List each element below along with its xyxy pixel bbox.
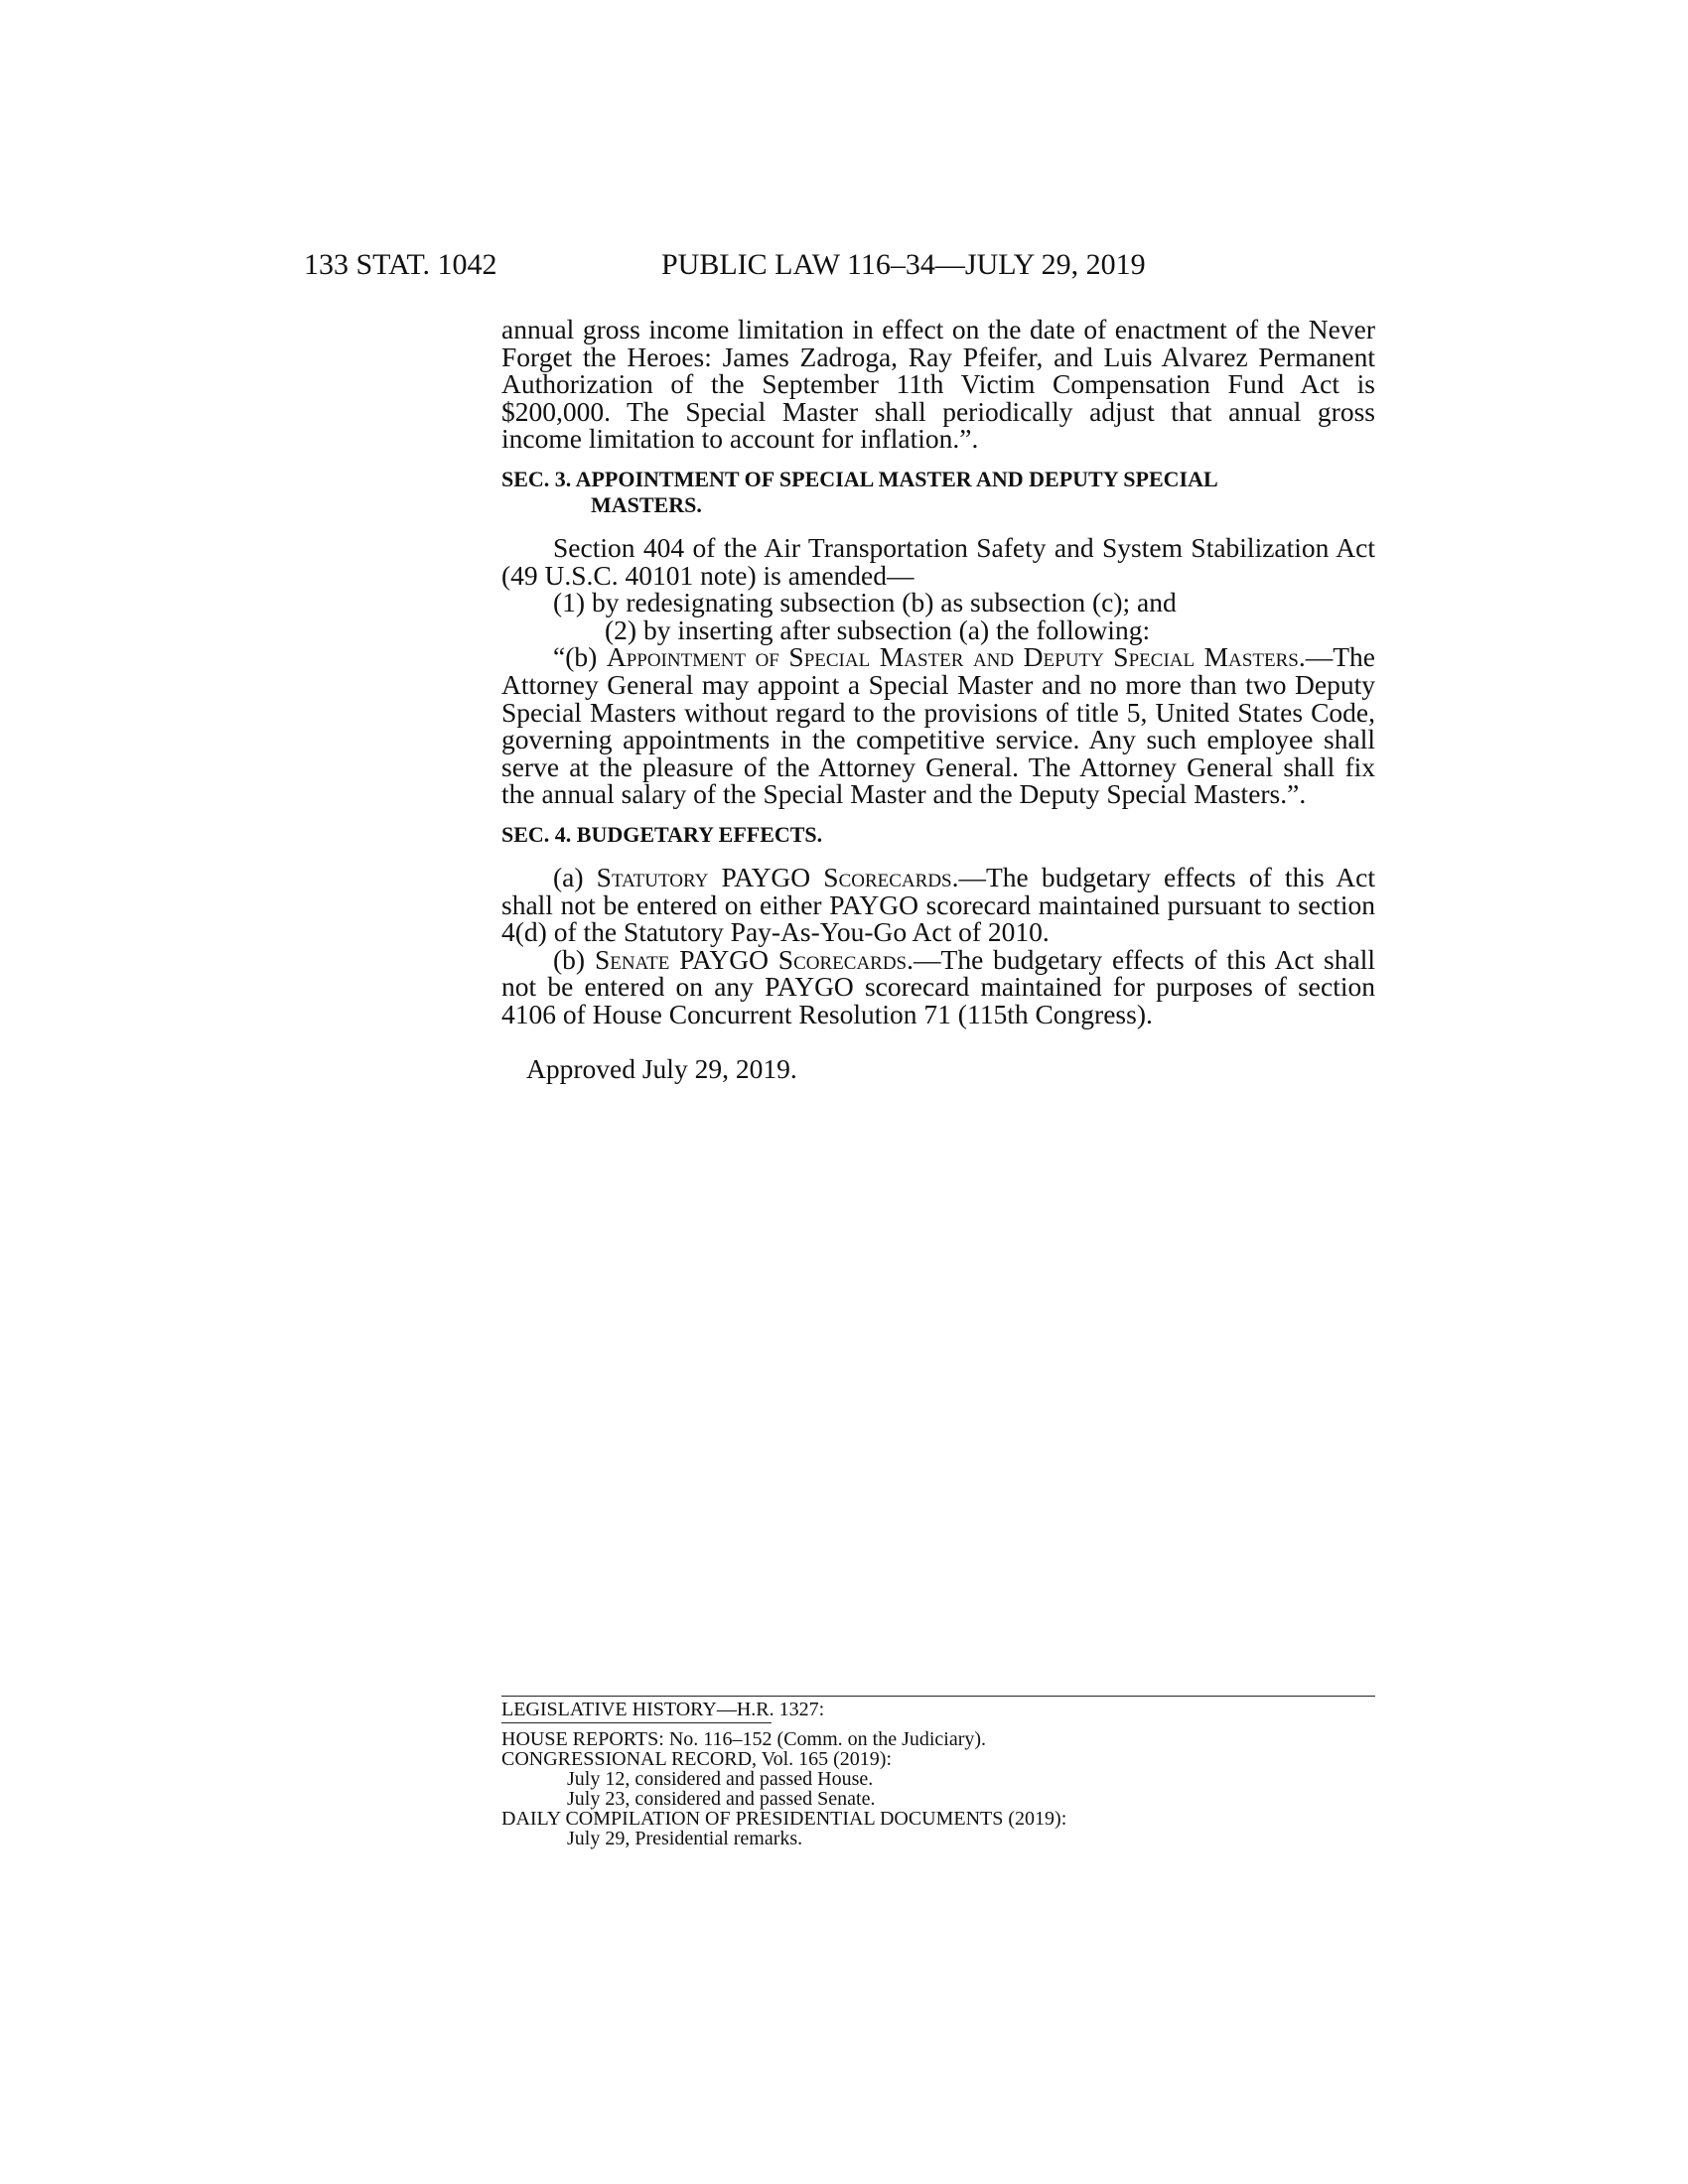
legislative-history-title-text: LEGISLATIVE HISTORY—H.R. 1327: [501,1699,825,1720]
section-3-quoted-subsection [501,643,1375,808]
subsection-a-text: .—The budgetary effects of this Act shall not be entered on either PAYGO scorecard maintained pursuant to section 4(d) of the Statutory Pay-As-You-Go Act of 2010. [501,861,1375,948]
title-underline [501,1722,772,1723]
legislative-history-line: DAILY COMPILATION OF PRESIDENTIAL DOCUMENTS (2019): [501,1808,1067,1830]
legislative-history [501,1700,1375,1848]
subsection-a-caption: Statutory PAYGO Scorecards [596,861,952,892]
legislative-history-lines [501,1729,1375,1848]
stat-page-number: 133 STAT. 1042 [304,248,497,281]
section-4-heading [501,822,1375,848]
section-4-subsection-b [501,943,1375,1029]
public-law-title: PUBLIC LAW 116–34—JULY 29, 2019 [661,248,1146,281]
section-3-item-2: (2) by inserting after subsection (a) the following: [605,614,1151,645]
continuation-paragraph: annual gross income limitation in effect on the date of enactment of the Never Forget the Heroes: James Zadroga, Ray Pfeifer, and Luis Alvarez Permanent Authorization of the September 11th Victim Compensation Fund Act is $200,000. The Special Master shall periodically adjust that annual gross income limitation to account for inflation.”. [501,314,1375,455]
legislative-history-line: CONGRESSIONAL RECORD, Vol. 165 (2019): [501,1748,892,1770]
section-3-heading-text: SEC. 3. APPOINTMENT OF SPECIAL MASTER AND DEPUTY SPECIAL [501,466,1218,491]
subsection-b-label: (b) [553,943,595,975]
quote-label: “(b) [553,641,607,673]
section-3-heading-cont: MASTERS. [591,491,702,517]
section-3-heading [501,467,1375,518]
subsection-a-label: (a) [553,861,597,892]
section-4-heading-text: SEC. 4. BUDGETARY EFFECTS. [501,821,823,847]
quote-caption: Appointment of Special Master and Deputy Special Masters [606,641,1299,673]
subsection-b-text: .—The budgetary effects of this Act shall not be entered on any PAYGO scorecard maintained for purposes of section 4106 of House Concurrent Resolution 71 (115th Congress). [501,943,1375,1029]
legislative-history-rule [501,1696,1375,1697]
quote-text: .—The Attorney General may appoint a Special Master and no more than two Deputy Special Masters without regard to the provisions of title 5, United States Code, governing appointments in the competitive service. Any such employee shall serve at the pleasure of the Attorney General. The Attorney General shall fix the annual salary of the Special Master and the Deputy Special Masters.”. [501,641,1375,810]
approved-date: Approved July 29, 2019. [526,1053,797,1085]
legislative-history-line: July 29, Presidential remarks. [567,1828,803,1849]
section-3-item-1: (1) by redesignating subsection (b) as subsection (c); and [553,587,1177,618]
subsection-b-caption: Senate PAYGO Scorecards [594,943,908,975]
section-3-intro: Section 404 of the Air Transportation Safety and System Stabilization Act (49 U.S.C. 40101 note) is amended— [501,531,1375,591]
document-body [501,316,1375,1083]
legislative-history-line: HOUSE REPORTS: No. 116–152 (Comm. on the Judiciary). [501,1728,987,1750]
legislative-history-line: July 23, considered and passed Senate. [567,1788,876,1810]
page-header [0,248,1688,288]
legislative-history-line: July 12, considered and passed House. [567,1768,874,1790]
legislative-history-title [501,1700,1375,1719]
section-4-subsection-a [501,861,1375,948]
